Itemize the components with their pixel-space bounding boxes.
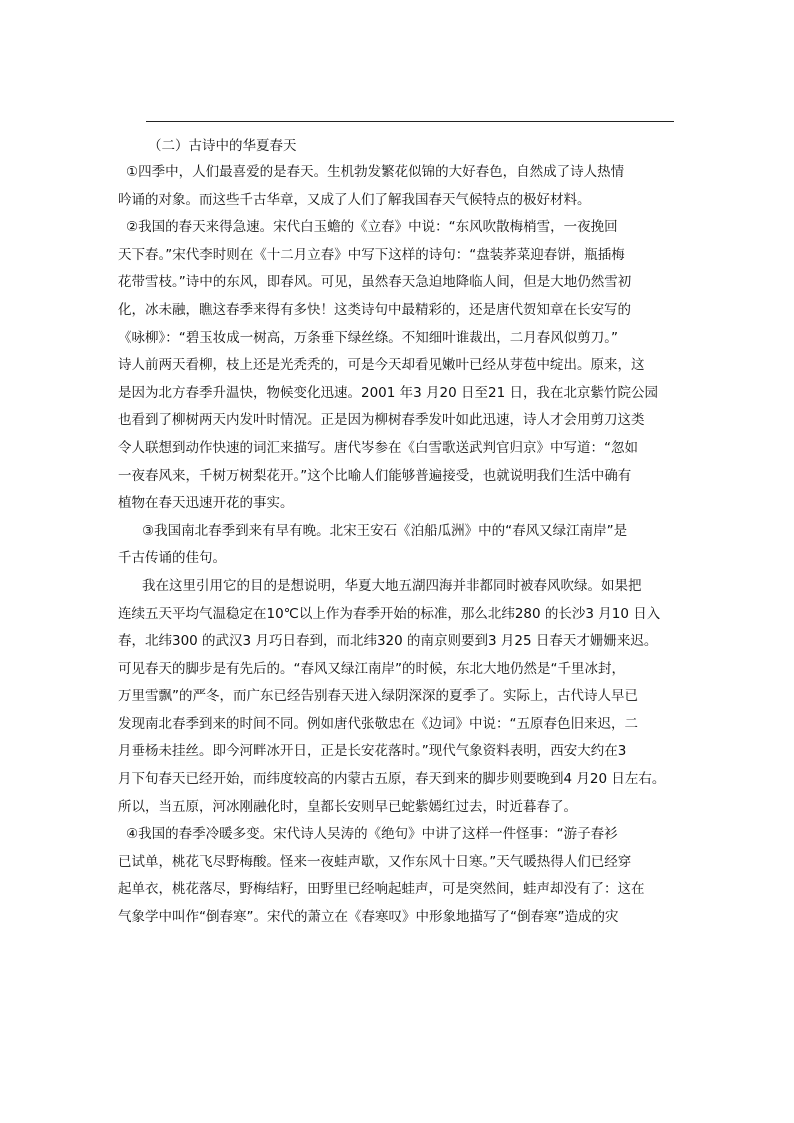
paragraph-4 xyxy=(118,573,683,821)
paragraph-line: 我在这里引用它的目的是想说明，华夏大地五湖四海并非都同时被春风吹绿。如果把 xyxy=(142,577,642,594)
section-heading: （二）古诗中的华夏春天 xyxy=(148,138,297,154)
paragraph-line: 已试单，桃花飞尽野梅酸。怪来一夜蛙声歇，又作东风十日寒。”天气暖热得人们已经穿 xyxy=(118,853,632,870)
paragraph-line: 春，北纬300 的武汉3 月巧日春到，而北纬320 的南京则要到3 月25 日春天才姗姗来迟。 xyxy=(118,633,658,650)
header-rule xyxy=(146,121,674,122)
paragraph-line: 气象学中叫作“倒春寒”。宋代的萧立在《春寒叹》中形象地描写了“倒春寒”造成的灾 xyxy=(118,909,619,926)
paragraph-line: 令人联想到动作快速的词汇来描写。唐代岑参在《白雪歌送武判官归京》中写道：“忽如 xyxy=(118,439,638,456)
paragraph-line: ①四季中，人们最喜爱的是春天。生机勃发繁花似锦的大好春色，自然成了诗人热情 xyxy=(126,164,625,180)
paragraph-1 xyxy=(118,159,683,214)
paragraph-line: 也看到了柳树两天内发叶时情况。正是因为柳树春季发叶如此迅速，诗人才会用剪刀这类 xyxy=(118,412,645,429)
paragraph-line: 是因为北方春季升温快，物候变化迅速。2001 年3 月20 日至21 日，我在北京紫竹院公园 xyxy=(118,384,658,401)
paragraph-line: 月下旬春天已经开始，而纬度较高的内蒙古五原，春天到来的脚步则要晚到4 月20 日左右。 xyxy=(118,771,666,788)
paragraph-line: 《咏柳》：“碧玉妆成一树高，万条垂下绿丝绦。不知细叶谁裁出，二月春风似剪刀。” xyxy=(118,329,618,346)
paragraph-2 xyxy=(118,214,683,518)
paragraph-line: ②我国的春天来得急速。宋代白玉蟾的《立春》中说：“东风吹散梅梢雪，一夜挽回 xyxy=(126,219,618,236)
paragraph-3 xyxy=(118,518,683,573)
paragraph-line: 吟诵的对象。而这些千古华章，又成了人们了解我国春天气候特点的极好材料。 xyxy=(118,191,591,208)
paragraph-line: 连续五天平均气温稳定在10℃以上作为春季开始的标准，那么北纬280 的长沙3 月10 日入 xyxy=(118,605,661,622)
paragraph-line: 发现南北春季到来的时间不同。例如唐代张敬忠在《边词》中说：“五原春色旧来迟，二 xyxy=(118,715,638,732)
paragraph-line: ③我国南北春季到来有早有晚。北宋王安石《泊船瓜洲》中的“春风又绿江南岸”是 xyxy=(142,522,628,539)
paragraph-line: 天下春。”宋代李时则在《十二月立春》中写下这样的诗句：“盘装荞菜迎春饼，瓶插梅 xyxy=(118,246,625,263)
paragraph-line: 花带雪枝。”诗中的东风，即春风。可见，虽然春天急迫地降临人间，但是大地仍然雪初 xyxy=(118,274,632,291)
paragraph-line: 千古传诵的佳句。 xyxy=(118,550,226,567)
paragraph-line: 月垂杨未挂丝。即今河畔冰开日，正是长安花落时。”现代气象资料表明，西安大约在3 xyxy=(118,743,627,760)
document-body xyxy=(118,133,683,932)
paragraph-line: 可见春天的脚步是有先后的。“春风又绿江南岸”的时候，东北大地仍然是“千里冰封， xyxy=(118,660,625,677)
paragraph-line: 诗人前两天看柳，枝上还是光秃秃的，可是今天却看见嫩叶已经从芽苞中绽出。原来，这 xyxy=(118,357,645,374)
paragraph-line: 万里雪飘”的严冬，而广东已经告别春天进入绿阴深深的夏季了。实际上，古代诗人早已 xyxy=(118,688,638,705)
paragraph-line: 植物在春天迅速开花的事实。 xyxy=(118,495,294,512)
paragraph-line: ④我国的春季冷暖多变。宋代诗人吴涛的《绝句》中讲了这样一件怪事：“游子春衫 xyxy=(126,826,618,843)
paragraph-line: 起单衣，桃花落尽，野梅结籽，田野里已经响起蛙声，可是突然间，蛙声却没有了：这在 xyxy=(118,881,645,898)
paragraph-line: 一夜春风来，千树万树梨花开。”这个比喻人们能够普遍接受，也就说明我们生活中确有 xyxy=(118,467,632,484)
paragraph-line: 所以，当五原，河冰刚融化时，皇都长安则早已蛇紫嫣红过去，时近暮春了。 xyxy=(118,798,577,815)
paragraph-line: 化，冰未融，瞧这春季来得有多快！这类诗句中最精彩的，还是唐代贺知章在长安写的 xyxy=(118,301,631,318)
paragraph-5 xyxy=(118,821,683,931)
